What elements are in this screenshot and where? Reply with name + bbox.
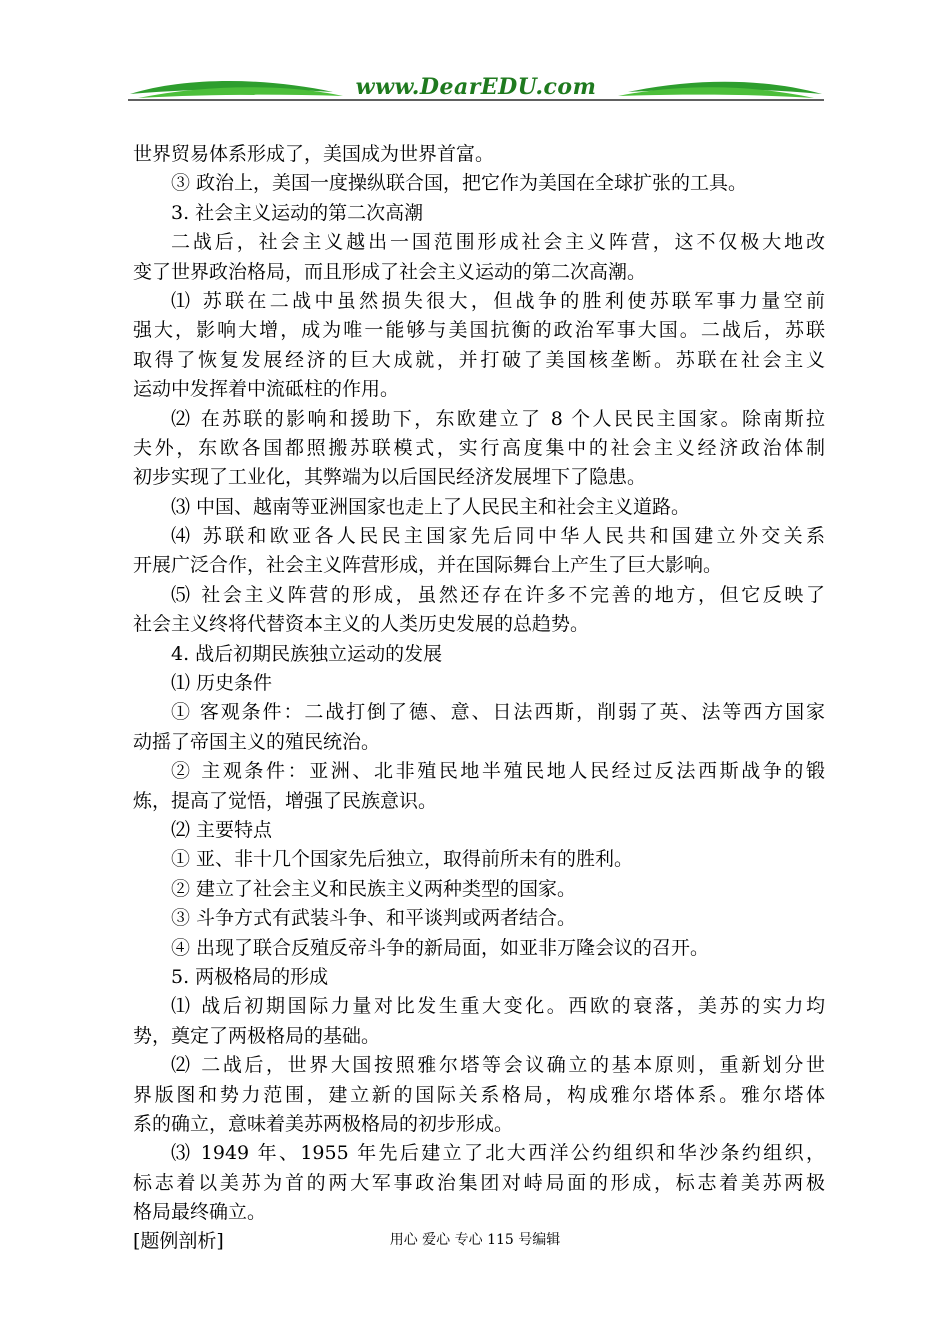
paragraph-line: ⑵ 在苏联的影响和援助下，东欧建立了 8 个人民民主国家。除南斯拉 [171, 407, 825, 430]
page-header [128, 70, 824, 106]
paragraph-line: 初步实现了工业化，其弊端为以后国民经济发展埋下了隐患。 [133, 466, 647, 489]
paragraph-line: ② 主观条件：亚洲、北非殖民地半殖民地人民经过反法西斯战争的锻 [171, 760, 825, 783]
paragraph-line: ③ 政治上，美国一度操纵联合国，把它作为美国在全球扩张的工具。 [171, 172, 748, 195]
paragraph-line: 夫外，东欧各国都照搬苏联模式，实行高度集中的社会主义经济政治体制 [133, 436, 825, 459]
paragraph-line: 世界贸易体系形成了，美国成为世界首富。 [133, 143, 495, 165]
paragraph-line: ⑶ 中国、越南等亚洲国家也走上了人民民主和社会主义道路。 [171, 495, 691, 518]
paragraph-line: 运动中发挥着中流砥柱的作用。 [133, 378, 400, 401]
page-footer: 用心 爱心 专心 115 号编辑 [389, 1232, 561, 1248]
paragraph-line: ⑷ 苏联和欧亚各人民民主国家先后同中华人民共和国建立外交关系 [171, 525, 825, 548]
paragraph-line: ⑴ 战后初期国际力量对比发生重大变化。西欧的衰落，美苏的实力均 [171, 995, 825, 1018]
paragraph-line: 取得了恢复发展经济的巨大成就，并打破了美国核垄断。苏联在社会主义 [133, 348, 825, 371]
paragraph-line: 4. 战后初期民族独立运动的发展 [171, 642, 443, 665]
paragraph-line: ⑵ 二战后，世界大国按照雅尔塔等会议确立的基本原则，重新划分世 [171, 1054, 825, 1077]
paragraph-line: 社会主义终将代替资本主义的人类历史发展的总趋势。 [133, 613, 590, 636]
paragraph-line: 3. 社会主义运动的第二次高潮 [171, 201, 424, 224]
paragraph-line: ① 客观条件：二战打倒了德、意、日法西斯，削弱了英、法等西方国家 [171, 701, 825, 724]
paragraph-line: 开展广泛合作，社会主义阵营形成，并在国际舞台上产生了巨大影响。 [133, 554, 723, 577]
paragraph-line: ⑴ 历史条件 [171, 672, 273, 695]
paragraph-line: 标志着以美苏为首的两大军事政治集团对峙局面的形成，标志着美苏两极 [133, 1171, 825, 1194]
paragraph-line: 系的确立，意味着美苏两极格局的初步形成。 [133, 1112, 514, 1135]
paragraph-line: 界版图和势力范围，建立新的国际关系格局，构成雅尔塔体系。雅尔塔体 [133, 1083, 825, 1106]
paragraph-line: ④ 出现了联合反殖反帝斗争的新局面，如亚非万隆会议的召开。 [171, 936, 710, 959]
paragraph-line: 格局最终确立。 [133, 1201, 267, 1224]
paragraph-line: ⑴ 苏联在二战中虽然损失很大，但战争的胜利使苏联军事力量空前 [171, 289, 825, 312]
paragraph-line: 动摇了帝国主义的殖民统治。 [133, 730, 381, 753]
paragraph-line: 势，奠定了两极格局的基础。 [133, 1024, 381, 1047]
paragraph-line: ⑸ 社会主义阵营的形成，虽然还存在许多不完善的地方，但它反映了 [171, 583, 825, 606]
site-logo[interactable]: www.DearEDU.com [355, 74, 597, 100]
document-body [133, 140, 825, 1257]
paragraph-line: ③ 斗争方式有武装斗争、和平谈判或两者结合。 [171, 907, 577, 930]
paragraph-line: ① 亚、非十几个国家先后独立，取得前所未有的胜利。 [171, 848, 634, 871]
paragraph-line: 强大，影响大增，成为唯一能够与美国抗衡的政治军事大国。二战后，苏联 [133, 319, 825, 342]
paragraph-line: ⑶ 1949 年、1955 年先后建立了北大西洋公约组织和华沙条约组织， [171, 1142, 825, 1165]
paragraph-line: ② 建立了社会主义和民族主义两种类型的国家。 [171, 877, 577, 900]
paragraph-line: 炼，提高了觉悟，增强了民族意识。 [133, 789, 438, 812]
paragraph-line: 5. 两极格局的形成 [171, 965, 329, 988]
paragraph-line: [题例剖析] [133, 1230, 224, 1253]
paragraph-line: 二战后，社会主义越出一国范围形成社会主义阵营，这不仅极大地改 [171, 231, 825, 254]
paragraph-line: 变了世界政治格局，而且形成了社会主义运动的第二次高潮。 [133, 260, 647, 283]
paragraph-line: ⑵ 主要特点 [171, 818, 273, 841]
